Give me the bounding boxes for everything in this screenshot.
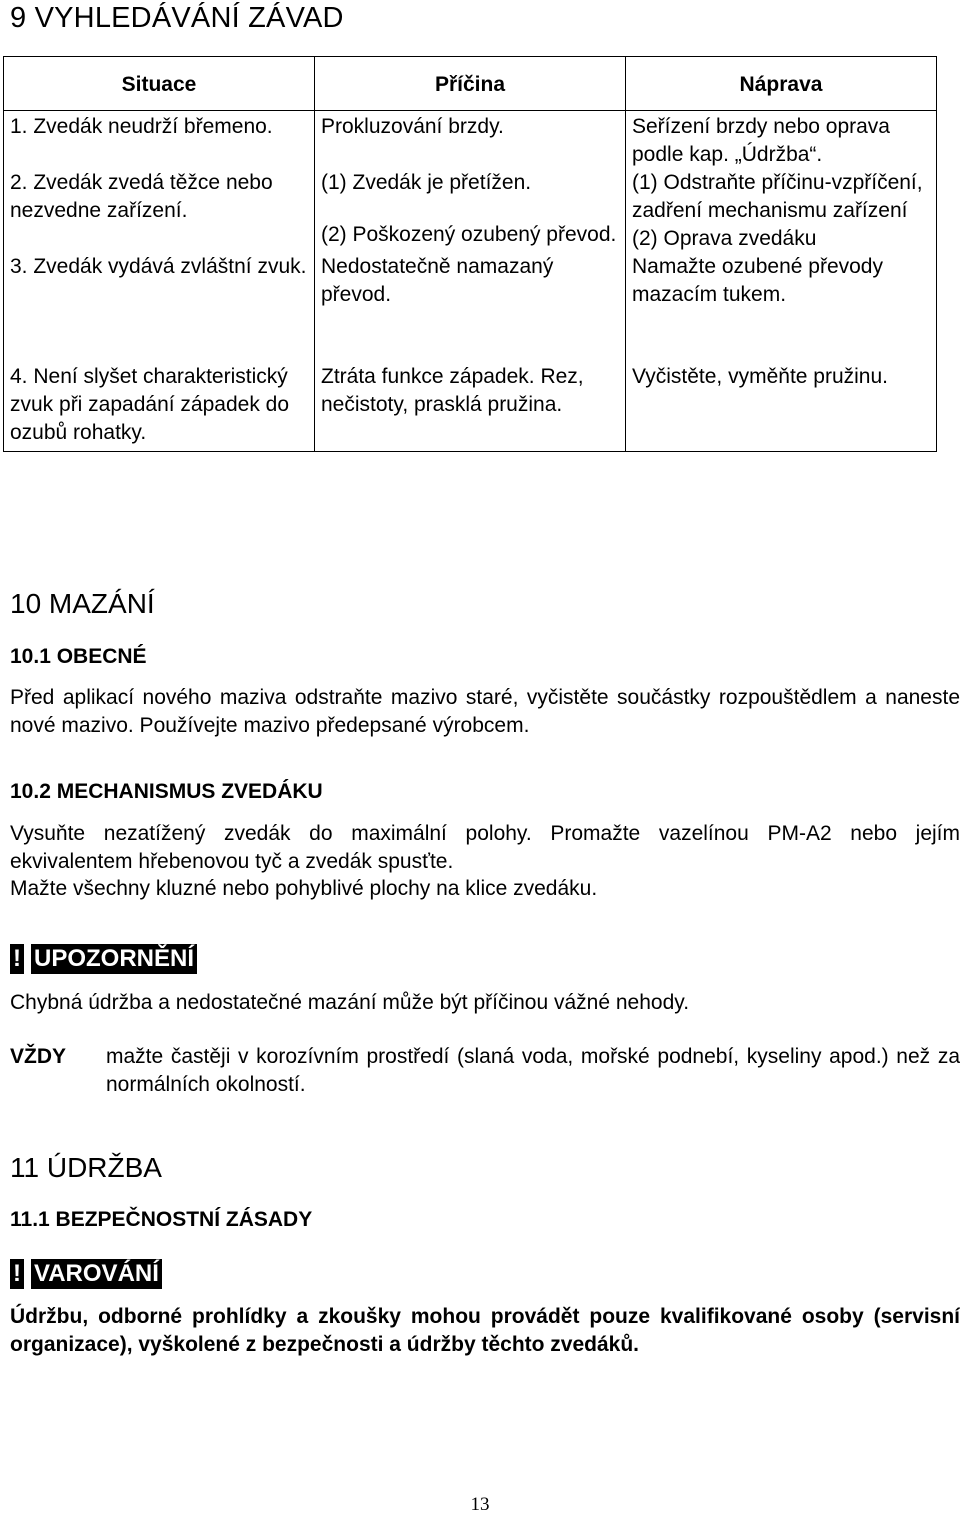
- cell-text: (2) Oprava zvedáku: [632, 227, 817, 250]
- table-row: [4, 111, 937, 170]
- troubleshooting-table: [3, 56, 937, 452]
- vzdy-label: VŽDY: [10, 1045, 67, 1068]
- table-cell-pricina: [315, 111, 626, 170]
- table-cell-naprava: [626, 111, 937, 170]
- cell-text: (2) Poškozený ozubený převod.: [321, 223, 617, 246]
- cell-text: Namažte ozubené převody mazacím tukem.: [632, 255, 883, 306]
- table-cell-situace: [4, 111, 315, 170]
- caution-label: UPOZORNĚNÍ: [31, 944, 197, 974]
- warning-icon: !: [10, 1259, 24, 1289]
- table-cell-naprava: [626, 363, 937, 452]
- section-10-2-text: Vysuňte nezatížený zvedák do maximální polohy. Promažte vazelínou PM-A2 nebo jejím ekvivalentem hřebenovou tyč a zvedák spusťte.: [10, 822, 960, 873]
- caution-banner: [10, 944, 197, 974]
- cell-text: Nedostatečně namazaný převod.: [321, 255, 554, 306]
- section-10-2-text-2: Mažte všechny kluzné nebo pohyblivé plochy na klice zvedáku.: [10, 877, 598, 900]
- section-10-1-text: Před aplikací nového maziva odstraňte mazivo staré, vyčistěte součástky rozpouštědlem a naneste nové mazivo. Používejte mazivo předepsané výrobcem.: [10, 686, 960, 737]
- cell-text: Prokluzování brzdy.: [321, 115, 504, 138]
- table-cell-naprava: [626, 169, 937, 253]
- table-cell-situace: [4, 169, 315, 253]
- cell-text: Seřízení brzdy nebo oprava podle kap. „Údržba“.: [632, 115, 890, 166]
- warning-banner: [10, 1259, 162, 1289]
- column-header-naprava: Náprava: [626, 57, 937, 111]
- vzdy-text: mažte častěji v korozívním prostředí (slaná voda, mořské podnebí, kyseliny apod.) než za normálních okolností.: [106, 1045, 960, 1096]
- table-cell-situace: [4, 253, 315, 363]
- warning-icon: !: [10, 944, 24, 974]
- table-cell-situace: [4, 363, 315, 452]
- table-header-row: [4, 57, 937, 111]
- cell-text: (1) Zvedák je přetížen.: [321, 171, 532, 194]
- warning-label: VAROVÁNÍ: [31, 1259, 162, 1289]
- table-row: [4, 363, 937, 452]
- section-9-heading: 9 VYHLEDÁVÁNÍ ZÁVAD: [10, 2, 344, 34]
- table-cell-pricina: [315, 253, 626, 363]
- table-row: [4, 169, 937, 253]
- column-header-pricina: Příčina: [315, 57, 626, 111]
- section-11-1-heading: 11.1 BEZPEČNOSTNÍ ZÁSADY: [10, 1208, 313, 1231]
- cell-text: 1. Zvedák neudrží břemeno.: [10, 115, 273, 138]
- cell-text: Ztráta funkce západek. Rez, nečistoty, prasklá pružina.: [321, 365, 584, 416]
- cell-text: 3. Zvedák vydává zvláštní zvuk.: [10, 255, 307, 278]
- section-10-heading: 10 MAZÁNÍ: [10, 588, 155, 619]
- page-number: 13: [470, 1494, 490, 1515]
- column-header-situace: Situace: [4, 57, 315, 111]
- table-cell-pricina: [315, 363, 626, 452]
- section-11-heading: 11 ÚDRŽBA: [10, 1152, 162, 1183]
- table-cell-naprava: [626, 253, 937, 363]
- table-row: [4, 253, 937, 363]
- section-10-2-heading: 10.2 MECHANISMUS ZVEDÁKU: [10, 780, 323, 803]
- cell-text: Vyčistěte, vyměňte pružinu.: [632, 365, 888, 388]
- warning-text: Údržbu, odborné prohlídky a zkoušky mohou provádět pouze kvalifikované osoby (servisní organizace), vyškolené z bezpečnosti a údržby těchto zvedáků.: [10, 1305, 960, 1356]
- cell-text: (1) Odstraňte příčinu-vzpříčení, zadření mechanismu zařízení: [632, 171, 923, 222]
- table-cell-pricina: [315, 169, 626, 253]
- section-10-1-heading: 10.1 OBECNÉ: [10, 645, 147, 668]
- cell-text: 4. Není slyšet charakteristický zvuk při zapadání západek do ozubů rohatky.: [10, 365, 290, 444]
- cell-text: 2. Zvedák zvedá těžce nebo nezvedne zařízení.: [10, 171, 273, 222]
- caution-text: Chybná údržba a nedostatečné mazání může být příčinou vážné nehody.: [10, 991, 690, 1014]
